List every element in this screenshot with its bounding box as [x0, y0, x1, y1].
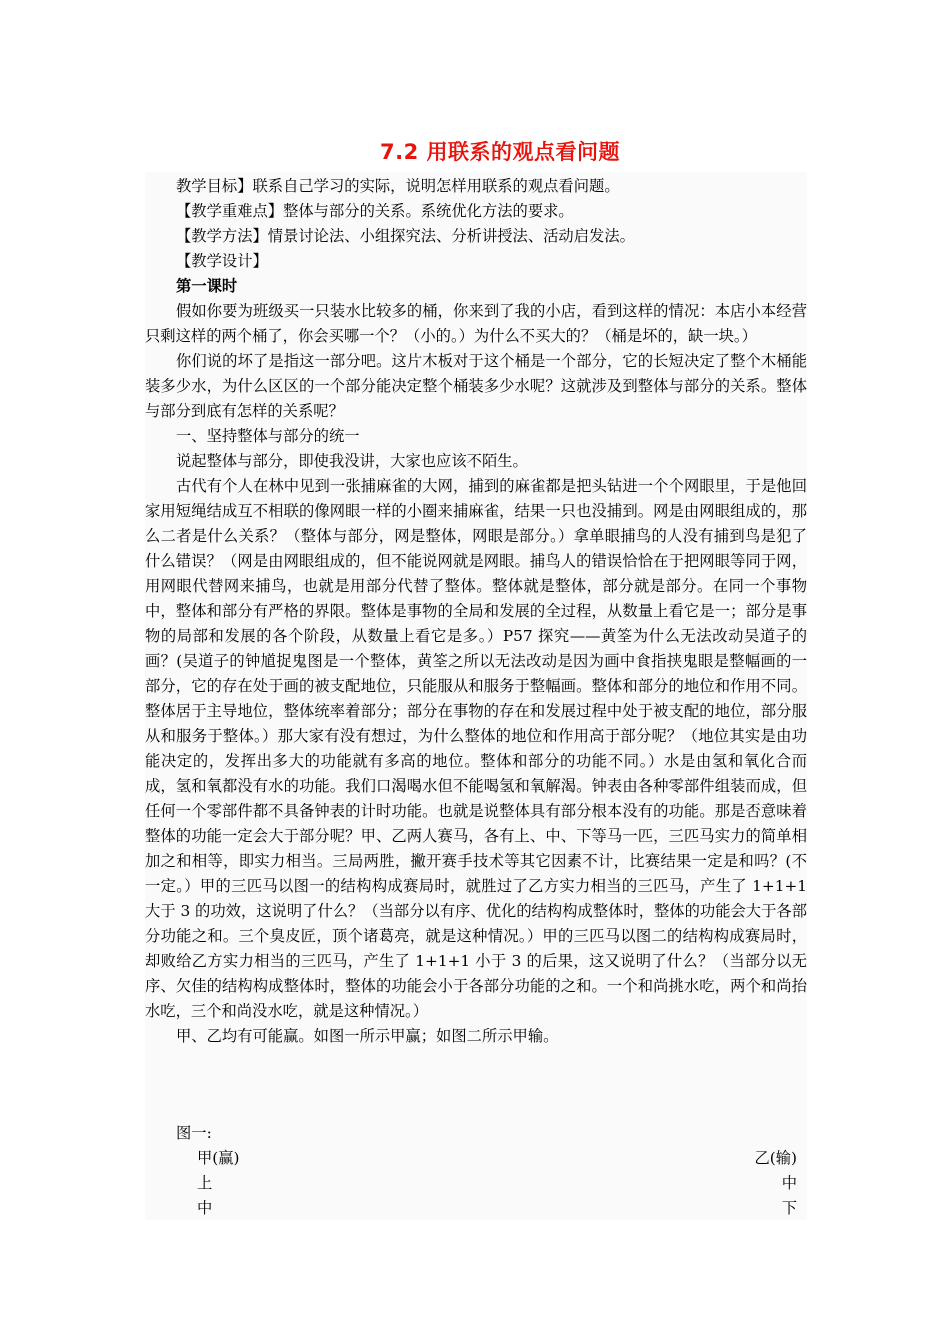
figure-row — [145, 1146, 807, 1171]
figure-cell-right: 下 — [781, 1199, 797, 1217]
document-content — [145, 174, 807, 1049]
figure-cell-left: 上 — [197, 1174, 213, 1192]
paragraph-whole-part-intro: 说起整体与部分，即使我没讲，大家也应该不陌生。 — [176, 452, 528, 470]
paragraph-bucket-intro: 假如你要为班级买一只装水比较多的桶，你来到了我的小店，看到这样的情况：本店小本经营只剩这样的两个桶了，你会买哪一个？（小的。）为什么不买大的？（桶是坏的，缺一块。） — [145, 302, 807, 345]
figure-row — [145, 1171, 807, 1196]
first-lesson-heading: 第一课时 — [176, 277, 238, 295]
teaching-key-points: 【教学重难点】整体与部分的关系。系统优化方法的要求。 — [176, 202, 574, 220]
figure-cell-right: 乙(输) — [754, 1149, 797, 1167]
figure-cell-right: 中 — [781, 1174, 797, 1192]
figure-cell-left: 中 — [197, 1199, 213, 1217]
figure-one — [145, 1121, 807, 1221]
figure-cell-left: 甲(赢) — [197, 1149, 240, 1167]
section-heading-whole-part: 一、坚持整体与部分的统一 — [176, 427, 360, 445]
document-title: 7.2 用联系的观点看问题 — [379, 140, 620, 164]
teaching-design-heading: 【教学设计】 — [176, 252, 268, 270]
teaching-goal: 教学目标】联系自己学习的实际，说明怎样用联系的观点看问题。 — [176, 177, 620, 195]
teaching-methods: 【教学方法】情景讨论法、小组探究法、分析讲授法、活动启发法。 — [176, 227, 635, 245]
paragraph-main-discussion: 古代有个人在林中见到一张捕麻雀的大网，捕到的麻雀都是把头钻进一个个网眼里，于是他回家用短绳结成互不相联的像网眼一样的小圈来捕麻雀，结果一只也没捕到。网是由网眼组成的，那么二者是什么关系？（整体与部分，网是整体，网眼是部分。）拿单眼捕鸟的人没有捕到鸟是犯了什么错误？（网是由网眼组成的，但不能说网就是网眼。捕鸟人的错误恰恰在于把网眼等同于网，用网眼代替网来捕鸟，也就是用部分代替了整体。整体就是整体，部分就是部分。在同一个事物中，整体和部分有严格的界限。整体是事物的全局和发展的全过程，从数量上看它是一；部分是事物的局部和发展的各个阶段，从数量上看它是多。）P57 探究——黄筌为什么无法改动吴道子的画？(吴道子的钟馗捉鬼图是一个整体，黄筌之所以无法改动是因为画中食指挟鬼眼是整幅画的一部分，它的存在处于画的被支配地位，只能服从和服务于整幅画。整体和部分的地位和作用不同。整体居于主导地位，整体统率着部分；部分在事物的存在和发展过程中处于被支配的地位，部分服从和服务于整体。）那大家有没有想过，为什么整体的地位和作用高于部分呢？（地位其实是由功能决定的，发挥出多大的功能就有多高的地位。整体和部分的功能不同。）水是由氢和氧化合而成，氢和氧都没有水的功能。我们口渴喝水但不能喝氢和氧解渴。钟表由各种零部件组装而成，但任何一个零部件都不具备钟表的计时功能。也就是说整体具有部分根本没有的功能。那是否意味着整体的功能一定会大于部分呢？甲、乙两人赛马，各有上、中、下等马一匹，三匹马实力的简单相加之和相等，即实力相当。三局两胜，撇开赛手技术等其它因素不计，比赛结果一定是和吗？(不一定。）甲的三匹马以图一的结构构成赛局时，就胜过了乙方实力相当的三匹马，产生了 1+1+1 大于 3 的功效，这说明了什么？（当部分以有序、优化的结构构成整体时，整体的功能会大于各部分功能之和。三个臭皮匠，顶个诸葛亮，就是这种情况。）甲的三匹马以图二的结构构成赛局时，却败给乙方实力相当的三匹马，产生了 1+1+1 小于 3 的后果，这又说明了什么？（当部分以无序、欠佳的结构构成整体时，整体的功能会小于各部分功能的之和。一个和尚挑水吃，两个和尚抬水吃，三个和尚没水吃，就是这种情况。） — [145, 477, 807, 1020]
paragraph-conclusion: 甲、乙均有可能赢。如图一所示甲赢；如图二所示甲输。 — [176, 1027, 559, 1045]
paragraph-bucket-question: 你们说的坏了是指这一部分吧。这片木板对于这个桶是一个部分，它的长短决定了整个木桶能装多少水，为什么区区的一个部分能决定整个桶装多少水呢？这就涉及到整体与部分的关系。整体与部分到底有怎样的关系呢？ — [145, 352, 807, 420]
figure-row — [145, 1196, 807, 1221]
figure-label: 图一: — [176, 1124, 212, 1142]
